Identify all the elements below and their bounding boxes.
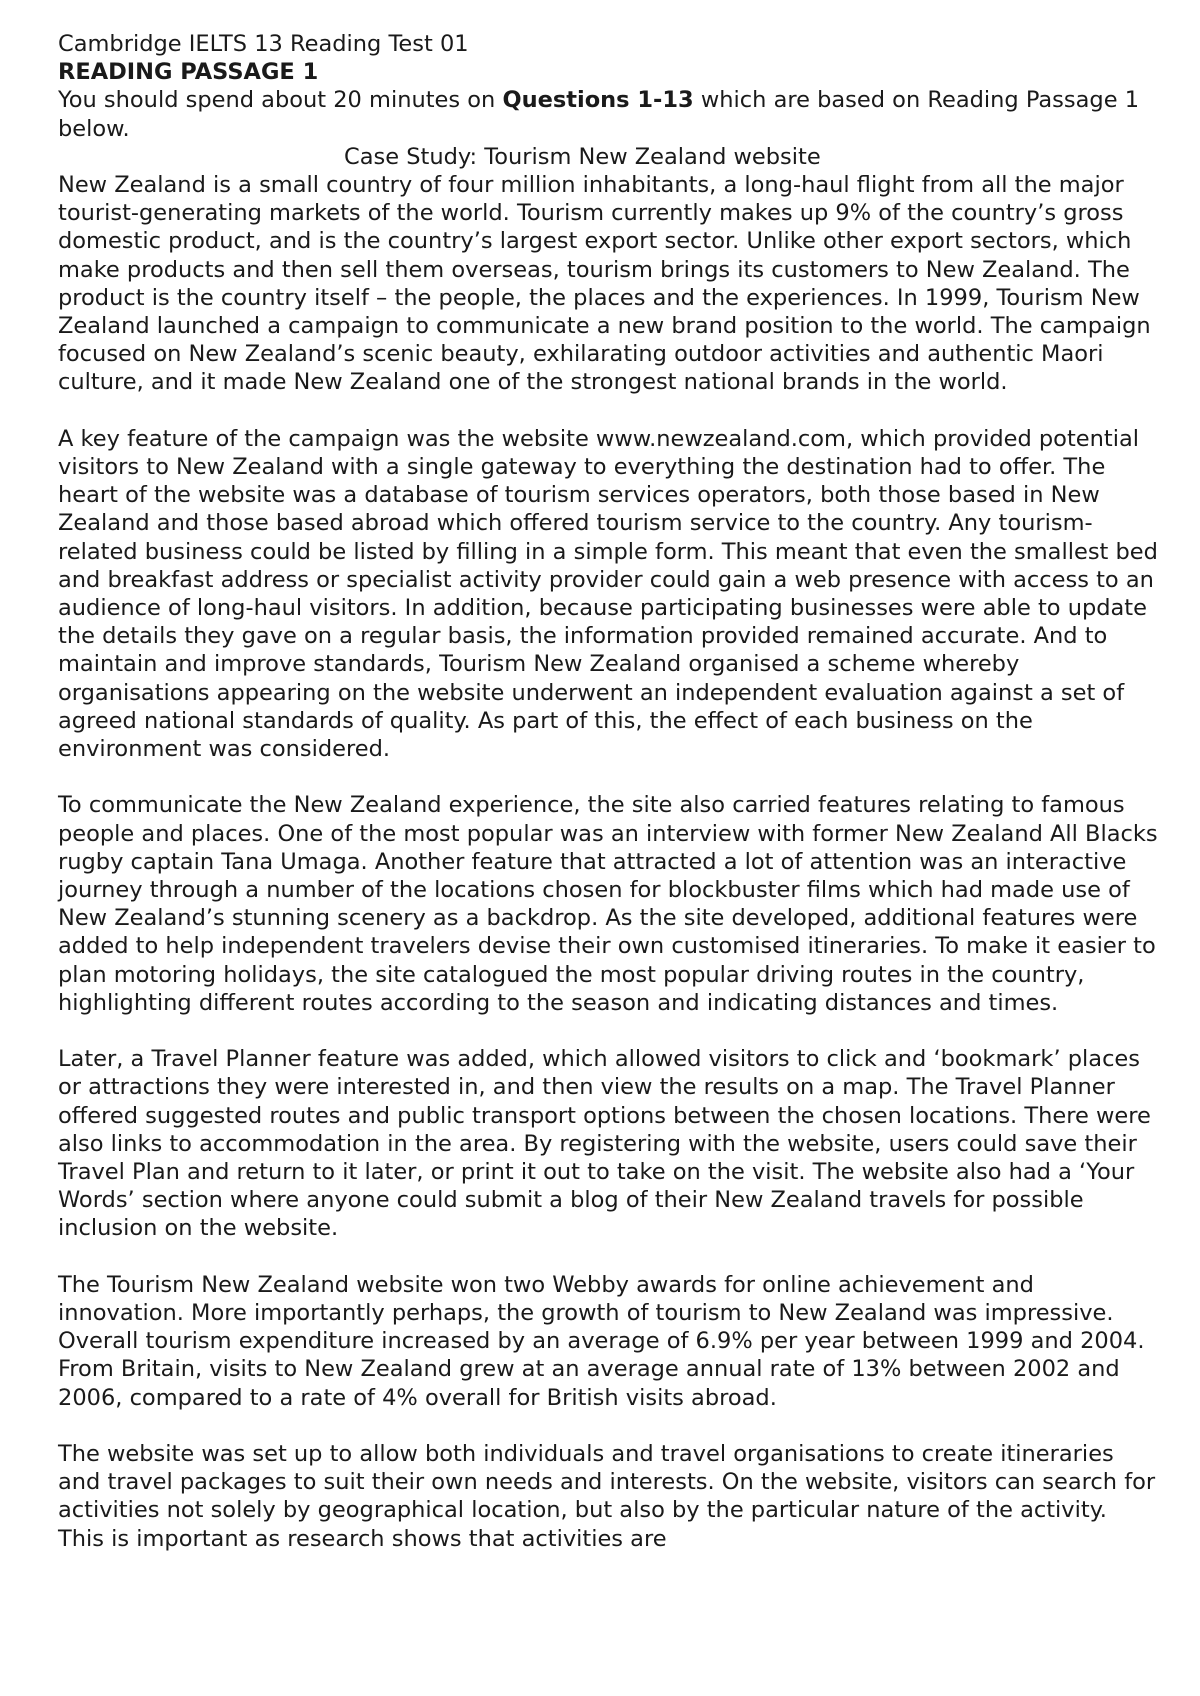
document-page — [58, 30, 1158, 1553]
test-title: Cambridge IELTS 13 Reading Test 01 — [58, 31, 469, 57]
passage-heading: READING PASSAGE 1 — [58, 59, 319, 86]
paragraph-gap — [58, 1017, 1158, 1045]
paragraph-gap — [58, 763, 1158, 791]
instruction-questions: Questions 1-13 — [502, 87, 694, 114]
paragraph-2: A key feature of the campaign was the website www.newzealand.com, which provided potential visitors to New Zealand with a single gateway to everything the destination had to offer. The heart of the website was a database of tourism services operators, both those based in New Zealand and those based abroad which offered tourism service to the country. Any tourism-related business could be listed by filling in a simple form. This meant that even the smallest bed and breakfast address or specialist activity provider could gain a web presence with access to an audience of long-haul visitors. In addition, because participating businesses were able to update the details they gave on a regular basis, the information provided remained accurate. And to maintain and improve standards, Tourism New Zealand organised a scheme whereby organisations appearing on the website underwent an independent evaluation against a set of agreed national standards of quality. As part of this, the effect of each business on the environment was considered. — [58, 425, 1158, 763]
paragraph-1: New Zealand is a small country of four million inhabitants, a long-haul flight from all the major tourist-generating markets of the world. Tourism currently makes up 9% of the country’s gross domestic product, and is the country’s largest export sector. Unlike other export sectors, which make products and then sell them overseas, tourism brings its customers to New Zealand. The product is the country itself – the people, the places and the experiences. In 1999, Tourism New Zealand launched a campaign to communicate a new brand position to the world. The campaign focused on New Zealand’s scenic beauty, exhilarating outdoor activities and authentic Maori culture, and it made New Zealand one of the strongest national brands in the world. — [58, 172, 1151, 396]
paragraph-3: To communicate the New Zealand experience, the site also carried features relating to famous people and places. One of the most popular was an interview with former New Zealand All Blacks rugby captain Tana Umaga. Another feature that attracted a lot of attention was an interactive journey through a number of the locations chosen for blockbuster films which had made use of New Zealand’s stunning scenery as a backdrop. As the site developed, additional features were added to help independent travelers devise their own customised itineraries. To make it easier to plan motoring holidays, the site catalogued the most popular driving routes in the country, highlighting different routes according to the season and indicating distances and times. — [58, 792, 1158, 1016]
article-title: Case Study: Tourism New Zealand website — [344, 143, 821, 170]
paragraph-gap — [58, 397, 1158, 425]
instruction-prefix: You should spend about 20 minutes on — [58, 87, 503, 114]
instruction-text — [58, 86, 1158, 142]
paragraph-gap — [58, 1243, 1158, 1271]
instruction-suffix: which are based on Reading Passage 1 below. — [58, 87, 1140, 142]
paragraph-5: The Tourism New Zealand website won two Webby awards for online achievement and innovation. More importantly perhaps, the growth of tourism to New Zealand was impressive. Overall tourism expenditure increased by an average of 6.9% per year between 1999 and 2004. From Britain, visits to New Zealand grew at an average annual rate of 13% between 2002 and 2006, compared to a rate of 4% overall for British visits abroad. — [58, 1271, 1145, 1411]
paragraph-6: The website was set up to allow both individuals and travel organisations to create itineraries and travel packages to suit their own needs and interests. On the website, visitors can search for activities not solely by geographical location, but also by the particular nature of the activity. This is important as research shows that activities are — [58, 1441, 1156, 1552]
paragraph-4: Later, a Travel Planner feature was added, which allowed visitors to click and ‘bookmark’ places or attractions they were interested in, and then view the results on a map. The Travel Planner offered suggested routes and public transport options between the chosen locations. There were also links to accommodation in the area. By registering with the website, users could save their Travel Plan and return to it later, or print it out to take on the visit. The website also had a ‘Your Words’ section where anyone could submit a blog of their New Zealand travels for possible inclusion on the website. — [58, 1046, 1151, 1242]
paragraph-gap — [58, 1412, 1158, 1440]
